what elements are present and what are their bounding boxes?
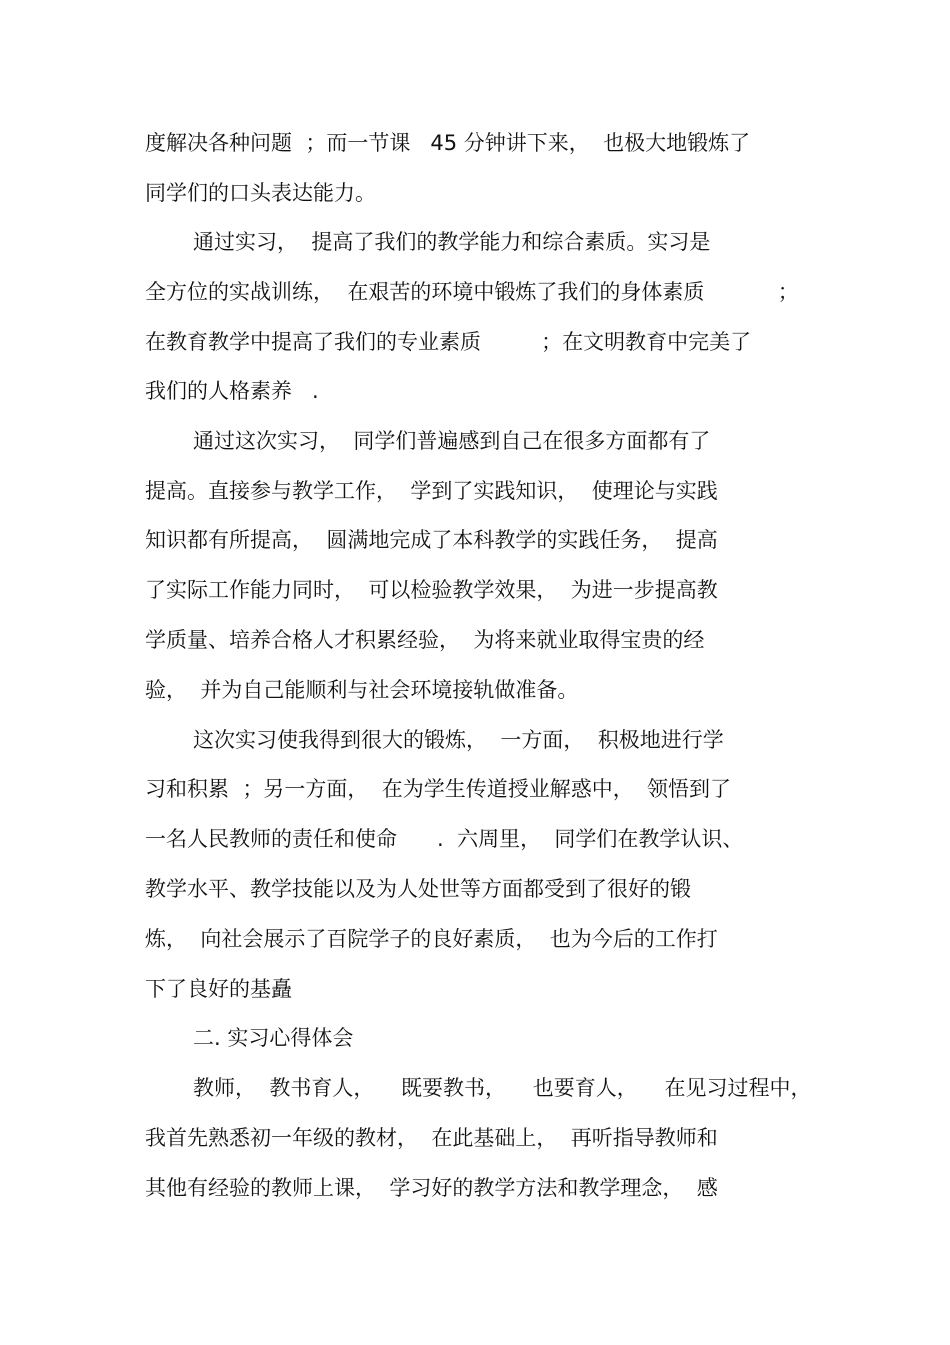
text-line: 通过实习， 提高了我们的教学能力和综合素质。实习是 bbox=[193, 230, 711, 254]
text-line: 学质量、培养合格人才积累经验， 为将来就业取得宝贵的经 bbox=[145, 628, 705, 652]
text-line: 提高。直接参与教学工作， 学到了实践知识， 使理论与实践 bbox=[145, 479, 718, 503]
text-line: 一名人民教师的责任和使命 . 六周里， 同学们在教学认识、 bbox=[145, 827, 744, 851]
text-line: 其他有经验的教师上课， 学习好的教学方法和教学理念， 感 bbox=[145, 1176, 718, 1200]
text-line: 了实际工作能力同时， 可以检验教学效果， 为进一步提高教 bbox=[145, 578, 718, 602]
text-line: 炼， 向社会展示了百院学子的良好素质， 也为今后的工作打 bbox=[145, 927, 718, 951]
text-line: 知识都有所提高， 圆满地完成了本科教学的实践任务， 提高 bbox=[145, 528, 718, 552]
text-line: 下了良好的基矗 bbox=[145, 977, 292, 1001]
text-line: 度解决各种问题 ；而一节课 45 分钟讲下来， 也极大地锻炼了 bbox=[145, 131, 751, 155]
section-heading: 二. 实习心得体会 bbox=[193, 1026, 354, 1050]
text-line: 我首先熟悉初一年级的教材， 在此基础上， 再听指导教师和 bbox=[145, 1126, 718, 1150]
text-line: 验， 并为自己能顺利与社会环境接轨做准备。 bbox=[145, 678, 579, 702]
text-line: 同学们的口头表达能力。 bbox=[145, 181, 376, 205]
text-line: 教学水平、教学技能以及为人处世等方面都受到了很好的锻 bbox=[145, 877, 691, 901]
text-line: 全方位的实战训练， 在艰苦的环境中锻炼了我们的身体素质 ； bbox=[145, 280, 799, 304]
text-line: 习和积累 ；另一方面， 在为学生传道授业解惑中， 领悟到了 bbox=[145, 777, 732, 801]
text-line: 这次实习使我得到很大的锻炼， 一方面， 积极地进行学 bbox=[193, 728, 724, 752]
text-line: 在教育教学中提高了我们的专业素质 ；在文明教育中完美了 bbox=[145, 330, 752, 354]
text-line: 通过这次实习， 同学们普遍感到自己在很多方面都有了 bbox=[193, 429, 711, 453]
text-line: 我们的人格素养 . bbox=[145, 379, 319, 403]
text-line: 教师， 教书育人， 既要教书， 也要育人， 在见习过程中， bbox=[193, 1076, 812, 1100]
